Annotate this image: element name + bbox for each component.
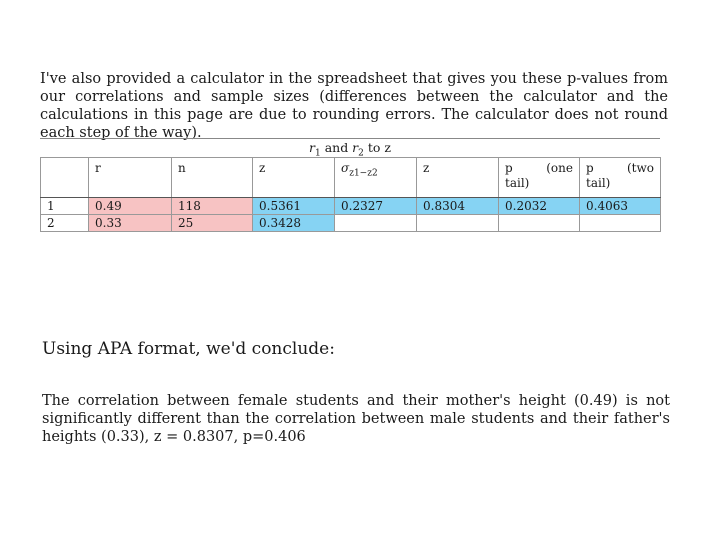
conclusion-paragraph: The correlation between female students and their mother's height (0.49) is not significantly different than the correlation between male students and their father's heights (0.33), z = 0.8307, p=0.406 [42,393,670,445]
cell-sigma: 0.2327 [335,198,417,215]
cell-r: 0.49 [89,198,172,215]
cell-p-two [580,215,661,232]
table-header-row [41,158,661,198]
conclusion-heading: Using APA format, we'd conclude: [42,339,335,359]
cell-p-one: 0.2032 [499,198,580,215]
table-row: 2 0.33 25 0.3428 [41,215,661,232]
calculator-table [40,138,660,232]
header-n: n [172,158,253,198]
cell-r: 0.33 [89,215,172,232]
cell-z: 0.5361 [253,198,335,215]
header-z2: z [417,158,499,198]
cell-z2: 0.8304 [417,198,499,215]
intro-paragraph: I've also provided a calculator in the spreadsheet that gives you these p-values from our correlations and sample sizes (differences between the calculator and the calculations in this page are due to rounding errors. The calculator does not round each step of the way). [40,71,668,141]
cell-n: 25 [172,215,253,232]
cell-p-one [499,215,580,232]
header-z: z [253,158,335,198]
cell-z2 [417,215,499,232]
cell-z: 0.3428 [253,215,335,232]
header-p-two: p (two tail) [580,158,661,198]
header-sigma: $\sigma_{z1-z2}$ [335,158,417,198]
cell-p-two: 0.4063 [580,198,661,215]
header-p-one: p (one tail) [499,158,580,198]
cell-sigma [335,215,417,232]
calculator-title: $r_1$ and $r_2$ to z [40,138,660,157]
header-r: r [89,158,172,198]
table-row: 1 0.49 118 0.5361 0.2327 0.8304 0.2032 0.4063 [41,198,661,215]
cell-n: 118 [172,198,253,215]
